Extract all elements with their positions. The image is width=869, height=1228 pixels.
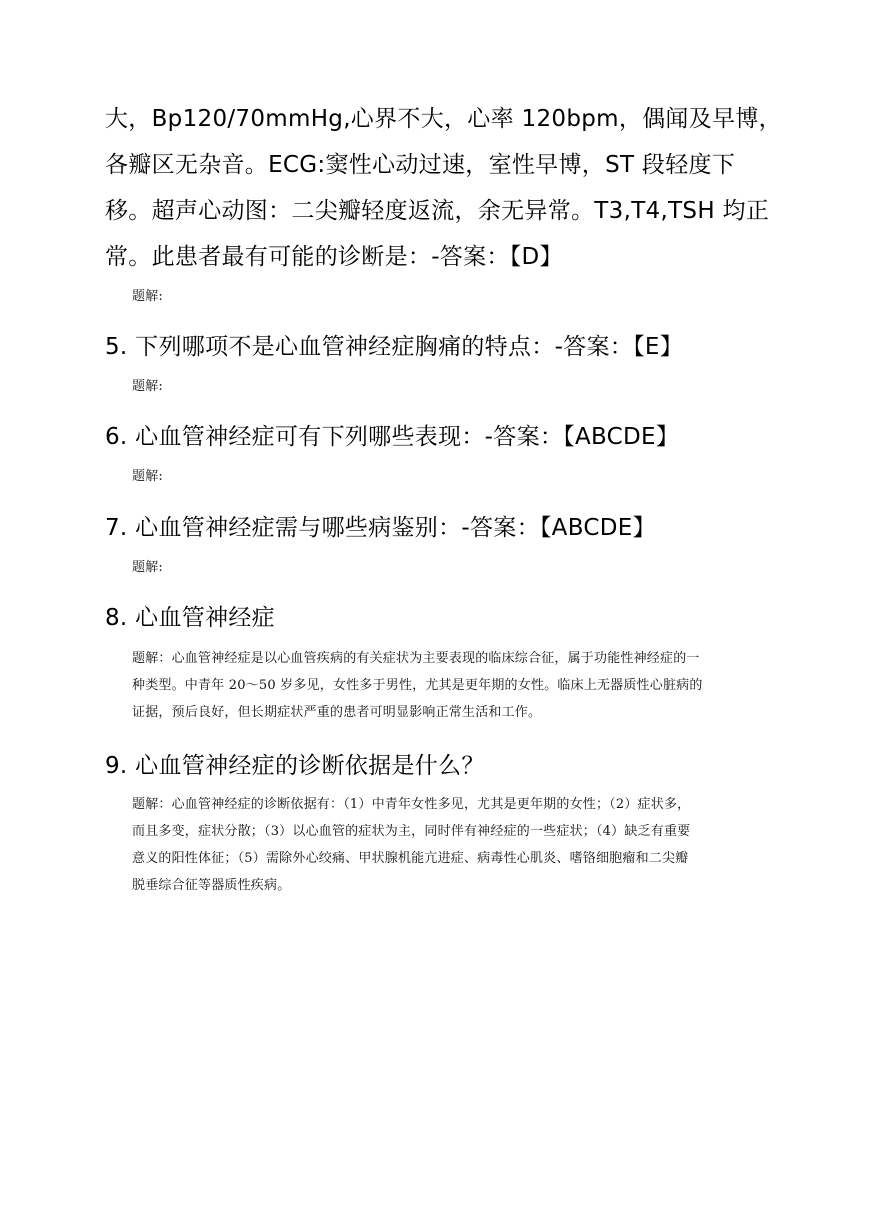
question-text: 心血管神经症 — [135, 605, 275, 631]
explanation-q5 — [132, 373, 762, 400]
explanation-line: 题解：心血管神经症是以心血管疾病的有关症状为主要表现的临床综合征，属于功能性神经症的一 — [132, 651, 700, 666]
explanation-q4 — [132, 283, 762, 310]
question-9-title — [105, 751, 485, 781]
question-continuation-line-4: 常。此患者最有可能的诊断是：-答案：【D】 — [105, 244, 563, 270]
question-continuation-line-3: 移。超声心动图：二尖瓣轻度返流，余无异常。T3,T4,TSH 均正 — [105, 198, 770, 224]
question-7-title — [105, 513, 656, 543]
explanation-q9 — [132, 791, 762, 899]
question-text: 心血管神经症的诊断依据是什么？ — [135, 753, 485, 779]
question-5-title — [105, 332, 683, 362]
explanation-line: 种类型。中青年 20～50 岁多见，女性多于男性，尤其是更年期的女性。临床上无器质性心脏病的 — [132, 678, 703, 693]
explanation-line: 脱垂综合征等器质性疾病。 — [132, 878, 291, 893]
explanation-line: 题解: — [132, 469, 163, 484]
question-text: 心血管神经症可有下列哪些表现：-答案：【ABCDE】 — [135, 424, 680, 450]
question-number: 5. — [105, 334, 128, 360]
explanation-line: 题解: — [132, 560, 163, 575]
explanation-q7 — [132, 554, 762, 581]
explanation-line: 证据，预后良好，但长期症状严重的患者可明显影响正常生活和工作。 — [132, 705, 542, 720]
question-continuation-line-1: 大，Bp120/70mmHg,心界不大，心率 120bpm，偶闻及早博， — [105, 106, 782, 132]
explanation-line: 题解: — [132, 379, 163, 394]
question-number: 9. — [105, 753, 128, 779]
explanation-line: 题解：心血管神经症的诊断依据有：（1）中青年女性多见，尤其是更年期的女性；（2）症状多， — [132, 797, 691, 812]
explanation-line: 意义的阳性体征；（5）需除外心绞痛、甲状腺机能亢进症、病毒性心肌炎、嗜铬细胞瘤和二尖瓣 — [132, 851, 689, 866]
question-text: 心血管神经症需与哪些病鉴别：-答案：【ABCDE】 — [135, 515, 656, 541]
question-8-title — [105, 603, 275, 633]
question-number: 8. — [105, 605, 128, 631]
question-continuation-line-2: 各瓣区无杂音。ECG:窦性心动过速，室性早博，ST 段轻度下 — [105, 152, 736, 178]
explanation-q6 — [132, 463, 762, 490]
explanation-line: 题解: — [132, 289, 163, 304]
question-text: 下列哪项不是心血管神经症胸痛的特点：-答案：【E】 — [135, 334, 684, 360]
question-number: 7. — [105, 515, 128, 541]
explanation-q8 — [132, 645, 762, 726]
question-6-title — [105, 422, 679, 452]
question-number: 6. — [105, 424, 128, 450]
explanation-line: 而且多变，症状分散；（3）以心血管的症状为主，同时伴有神经症的一些症状；（4）缺乏有重要 — [132, 824, 691, 839]
